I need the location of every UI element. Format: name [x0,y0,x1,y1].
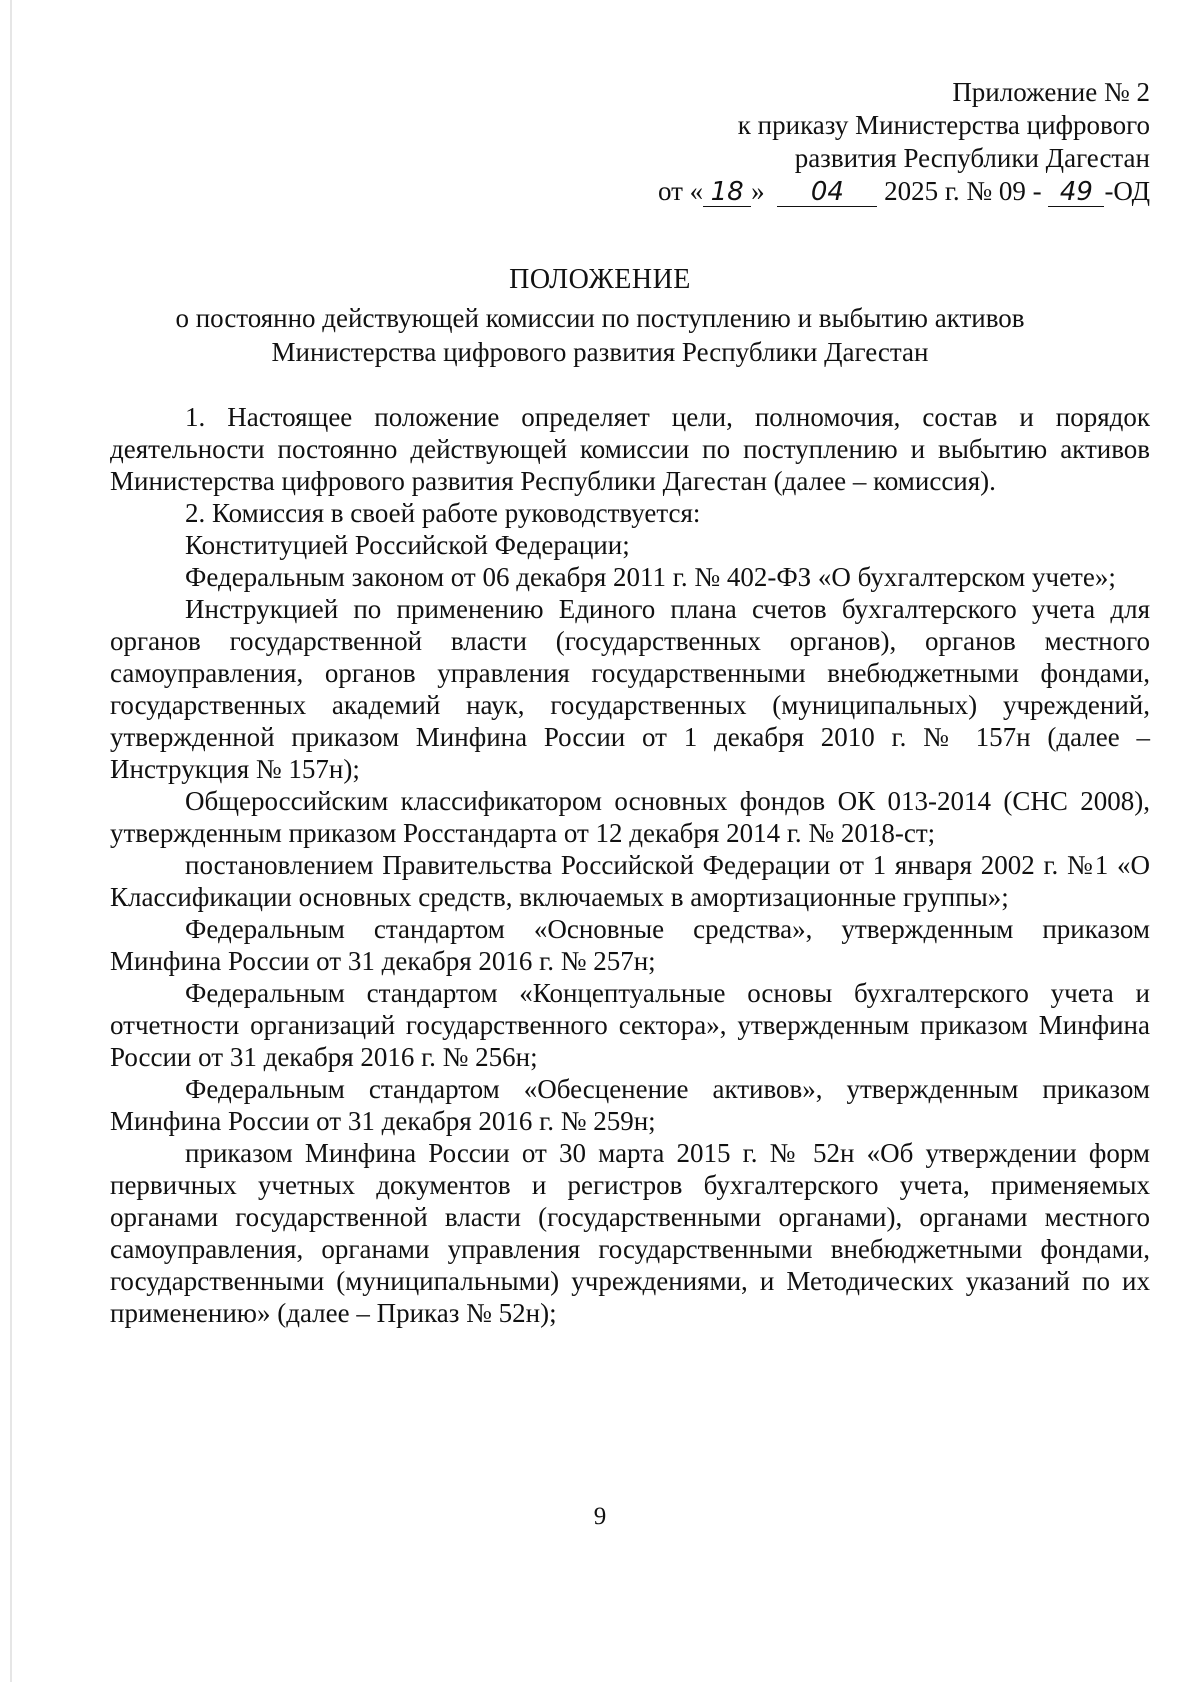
number-suffix: -ОД [1104,176,1150,206]
paragraph: 2. Комиссия в своей работе руководствуется: [185,498,701,528]
number-prefix: № 09 - [966,176,1042,206]
date-mid: » [751,176,765,206]
order-reference: к приказу Министерства цифрового [737,110,1150,140]
order-date-number [658,175,1150,208]
title-subtitle-line1: о постоянно действующей комиссии по поступлению и выбытию активов [175,303,1025,333]
paragraph: Федеральным стандартом «Обесценение активов», утвержденным приказом Минфина России от 31 декабря 2016 г. № 259н; [110,1074,1150,1136]
handwritten-month: 04 [777,178,877,207]
page-number: 9 [593,1503,607,1530]
document-body [110,401,1150,1329]
paragraph: Федеральным стандартом «Концептуальные основы бухгалтерского учета и отчетности организаций государственного сектора», утвержденным приказом Минфина России от 31 декабря 2016 г. № 256н; [110,978,1150,1072]
handwritten-number: 49 [1048,178,1104,207]
title-main: ПОЛОЖЕНИЕ [509,264,691,295]
scan-edge-line [10,0,12,1682]
handwritten-day: 18 [703,178,751,207]
paragraph: Общероссийским классификатором основных фондов ОК 013-2014 (СНС 2008), утвержденным приказом Росстандарта от 12 декабря 2014 г. № 2018-ст; [110,786,1150,848]
document-title [0,263,1200,369]
date-year: 2025 г. [884,176,960,206]
ministry-reference: развития Республики Дагестан [794,143,1150,173]
appendix-header [658,76,1150,208]
paragraph: приказом Минфина России от 30 марта 2015 г. № 52н «Об утверждении форм первичных учетных документов и регистров бухгалтерского учета, применяемых органами государственной власти (государственными органами), органами местного самоуправления, органами управления государственными внебюджетными фондами, государственными (муниципальными) учреждениями, и Методических указаний по их применению» (далее – Приказ № 52н); [110,1138,1150,1328]
paragraph: Федеральным законом от 06 декабря 2011 г. № 402-ФЗ «О бухгалтерском учете»; [185,562,1116,592]
date-prefix: от « [657,176,704,206]
title-subtitle-line2: Министерства цифрового развития Республики Дагестан [271,337,929,367]
paragraph: Инструкцией по применению Единого плана счетов бухгалтерского учета для органов государственной власти (государственных органов), органов местного самоуправления, органов управления государственными внебюджетными фондами, государственных академий наук, государственных (муниципальных) учреждений, утвержденной приказом Минфина России от 1 декабря 2010 г. № 157н (далее – Инструкция № 157н); [110,594,1150,784]
appendix-label: Приложение № 2 [952,77,1150,107]
paragraph: Федеральным стандартом «Основные средства», утвержденным приказом Минфина России от 31 декабря 2016 г. № 257н; [110,914,1150,976]
paragraph: 1. Настоящее положение определяет цели, полномочия, состав и порядок деятельности постоянно действующей комиссии по поступлению и выбытию активов Министерства цифрового развития Республики Дагестан (далее – комиссия). [110,402,1150,496]
paragraph: Конституцией Российской Федерации; [185,530,630,560]
paragraph: постановлением Правительства Российской Федерации от 1 января 2002 г. №1 «О Классификации основных средств, включаемых в амортизационные группы»; [110,850,1150,912]
